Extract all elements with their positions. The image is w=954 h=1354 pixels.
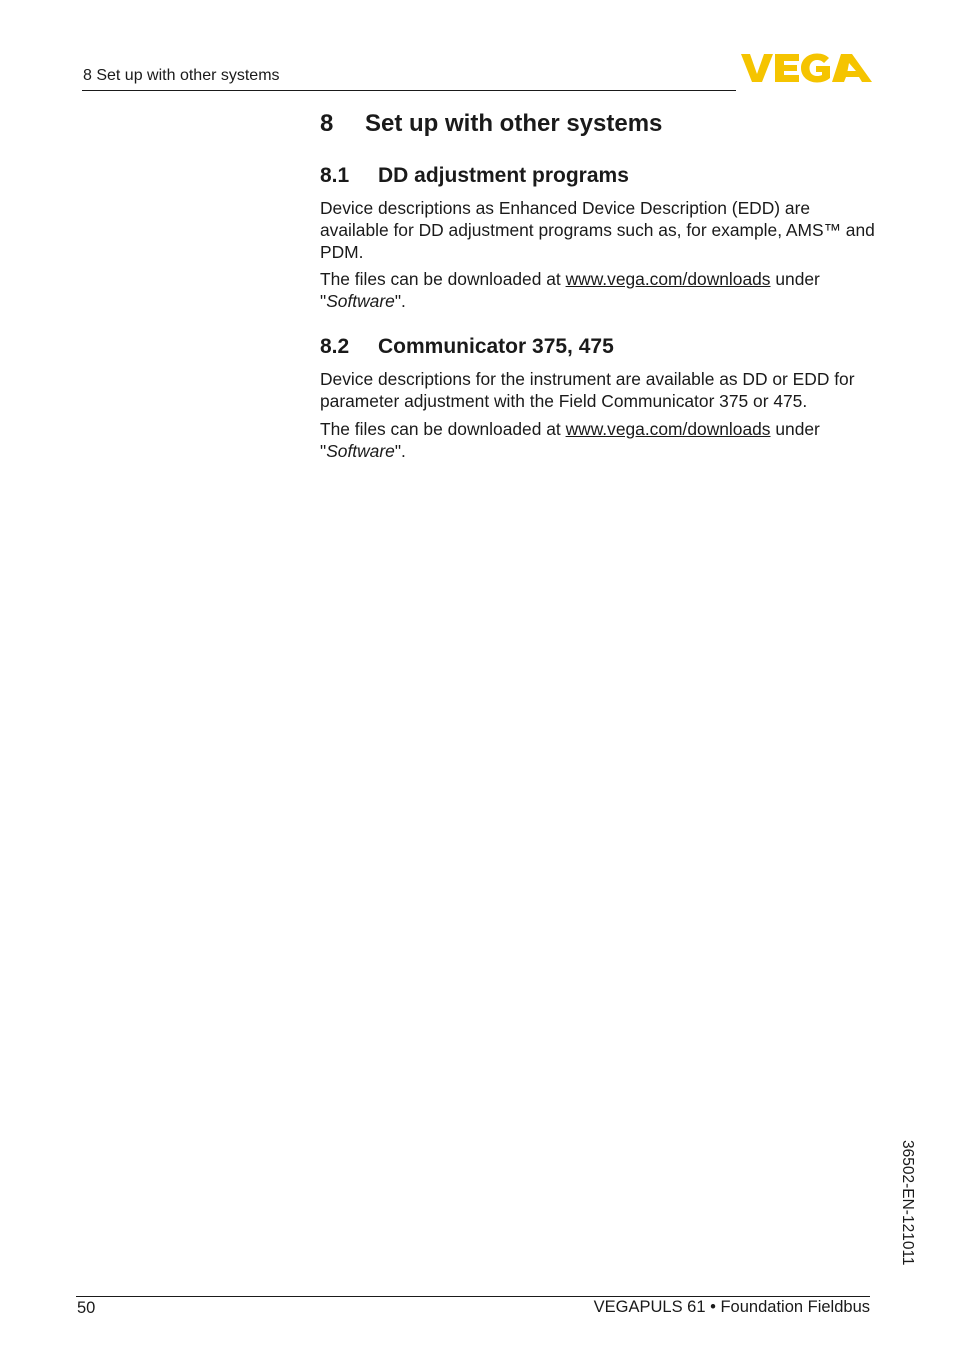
chapter-heading [320,110,662,138]
section-title: Communicator 375, 475 [378,335,614,358]
section-heading-8-2 [320,335,614,359]
header-rule [82,90,736,91]
vega-logo-mark [741,52,872,84]
section-number: 8.1 [320,164,350,187]
para-text: under " [320,419,820,461]
downloads-link[interactable]: www.vega.com/downloads [565,269,771,289]
footer-title: VEGAPULS 61 • Foundation Fieldbus [593,1298,870,1316]
para-text: The files can be downloaded at [320,419,566,439]
para-text: ". [394,441,406,461]
downloads-link[interactable]: www.vega.com/downloads [565,419,771,439]
section-8-2-paragraph-2 [320,418,875,462]
document-number: 36502-EN-121011 [899,1140,916,1266]
running-title: 8 Set up with other systems [83,67,280,84]
chapter-number: 8 [320,110,334,137]
section-8-1-paragraph-2 [320,268,875,312]
software-emphasis: Software [326,441,395,461]
section-title: DD adjustment programs [378,164,629,187]
section-heading-8-1 [320,164,629,188]
software-emphasis: Software [326,291,395,311]
para-text: The files can be downloaded at [320,269,566,289]
para-text: ". [394,291,406,311]
para-text: under " [320,269,820,311]
section-8-2-paragraph-1: Device descriptions for the instrument are available as DD or EDD for parameter adjustment with the Field Communicator 375 or 475. [320,369,855,411]
footer-rule [76,1296,870,1297]
section-number: 8.2 [320,335,350,358]
section-8-1-paragraph-1: Device descriptions as Enhanced Device Description (EDD) are available for DD adjustment programs such as, for example, AMS™ and PDM. [320,198,875,262]
page-number: 50 [77,1299,96,1317]
vega-logo [741,52,872,84]
chapter-title: Set up with other systems [365,110,663,137]
